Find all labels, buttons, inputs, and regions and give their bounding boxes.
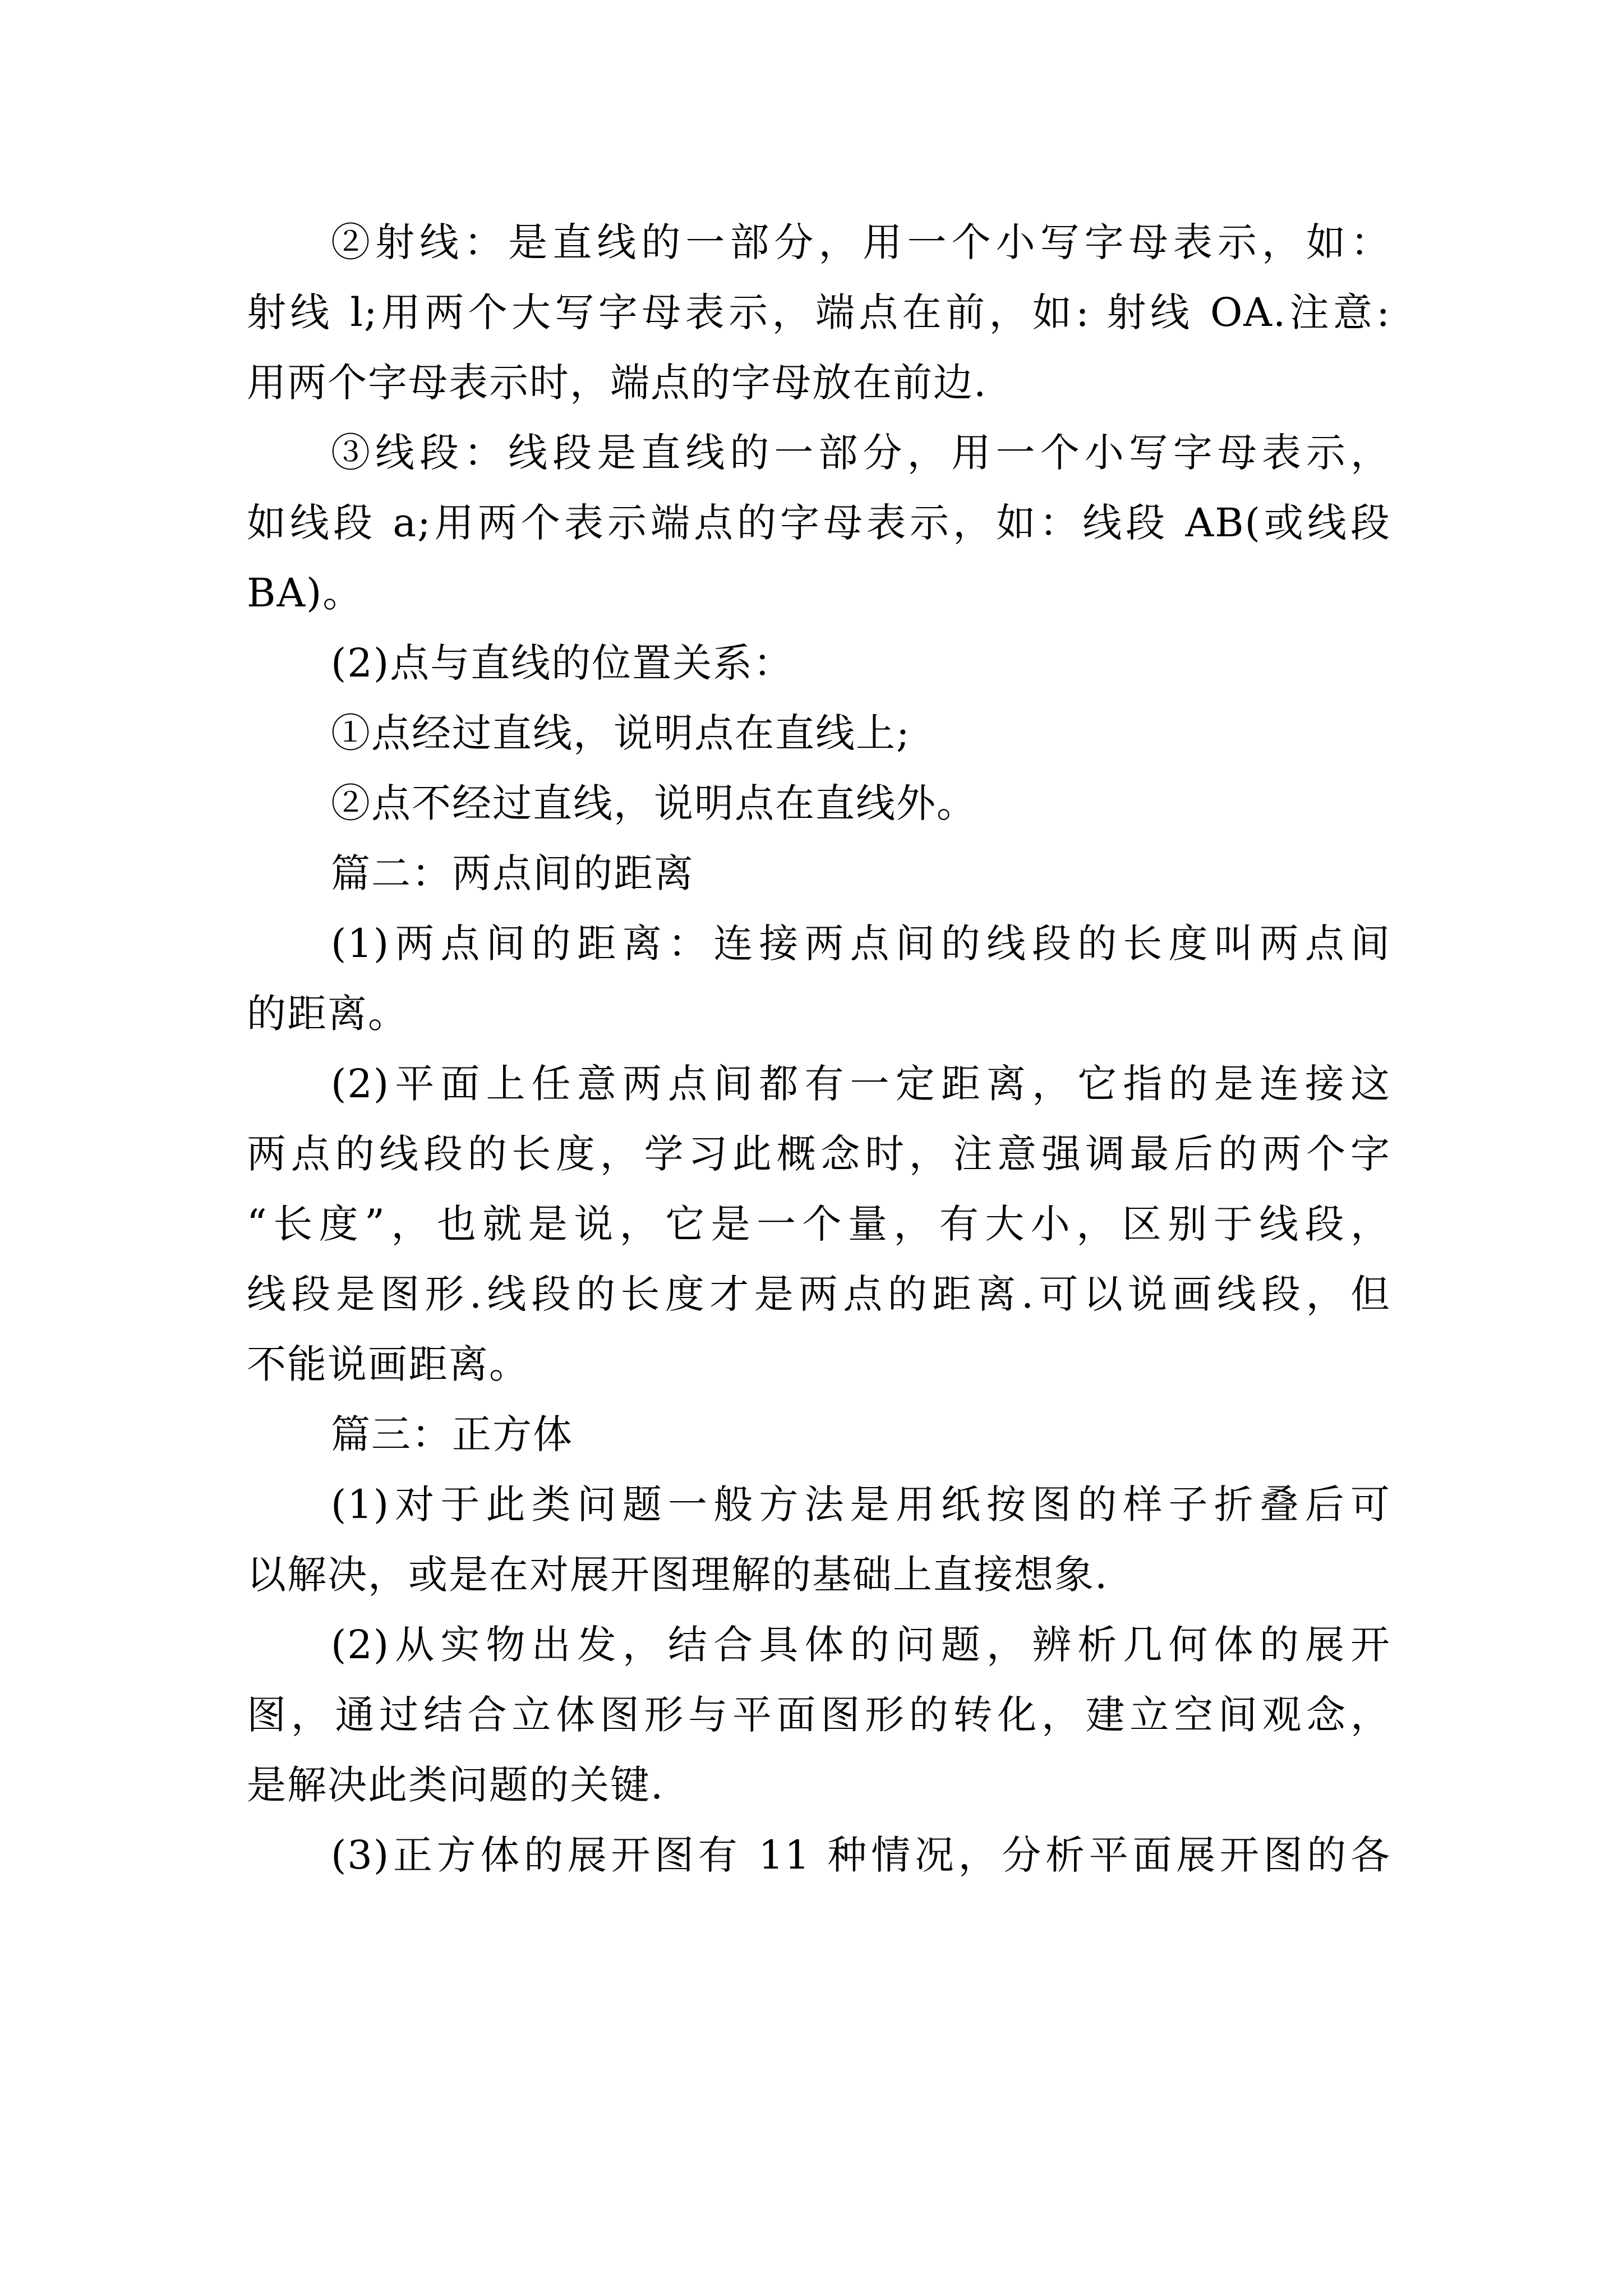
text-line: “长度”，也就是说，它是一个量，有大小，区别于线段， [247,1201,1391,1247]
text-line: (2)平面上任意两点间都有一定距离，它指的是连接这 [331,1061,1391,1107]
text-line: (2)点与直线的位置关系： [331,640,794,686]
document-body [247,208,1391,1890]
text-line: ②点不经过直线，说明点在直线外。 [331,780,977,826]
text-line: (1)对于此类问题一般方法是用纸按图的样子折叠后可 [331,1481,1391,1527]
text-line: 以解决，或是在对展开图理解的基础上直接想象. [247,1552,1109,1598]
text-line: (3)正方体的展开图有 11 种情况，分析平面展开图的各 [331,1832,1391,1878]
section-heading: 篇三：正方体 [331,1411,573,1457]
text-line: (2)从实物出发，结合具体的问题，辨析几何体的展开 [331,1622,1391,1668]
section-heading: 篇二：两点间的距离 [331,850,694,896]
text-line: ③线段：线段是直线的一部分，用一个小写字母表示， [331,430,1391,476]
text-line: ②射线：是直线的一部分，用一个小写字母表示，如： [331,219,1391,265]
text-line: 两点的线段的长度，学习此概念时，注意强调最后的两个字 [247,1131,1391,1177]
text-line: BA)。 [247,570,363,616]
text-line: (1)两点间的距离：连接两点间的线段的长度叫两点间 [331,921,1391,967]
text-line: 不能说画距离。 [247,1341,529,1387]
text-line: 射线 l;用两个大写字母表示，端点在前，如: 射线 OA.注意: [247,289,1391,335]
text-line: 线段是图形.线段的长度才是两点的距离.可以说画线段，但 [247,1271,1391,1317]
text-line: 如线段 a;用两个表示端点的字母表示，如：线段 AB(或线段 [247,500,1391,546]
text-line: 图，通过结合立体图形与平面图形的转化，建立空间观念， [247,1692,1391,1738]
text-line: 用两个字母表示时，端点的字母放在前边. [247,360,988,406]
text-line: 是解决此类问题的关键. [247,1762,665,1808]
text-line: 的距离。 [247,991,408,1037]
text-line: ①点经过直线，说明点在直线上; [331,710,911,756]
